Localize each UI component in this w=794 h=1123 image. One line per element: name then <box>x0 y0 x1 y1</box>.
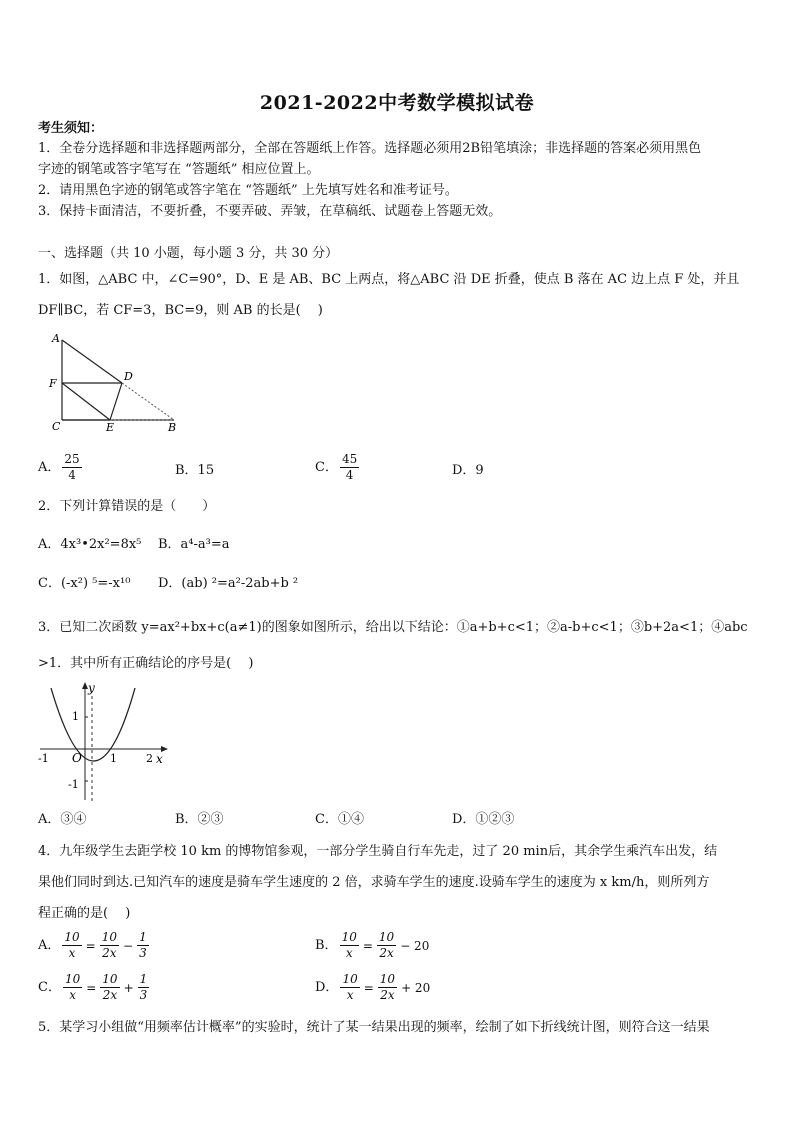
option-label: D． <box>315 979 339 995</box>
q2-stem: 2．下列计算错误的是（ ） <box>38 499 216 514</box>
notice-item-1: 1．全卷分选择题和非选择题两部分，全部在答题纸上作答。选择题必须用2B铅笔填涂；非选择题的答案必须用黑色 <box>38 141 702 156</box>
fraction: $\frac{25}{4}$ <box>64 452 80 482</box>
equation: $\frac{10}{x}$ = $\frac{10}{2x}$ − 20 <box>341 930 430 960</box>
q2-option-c[interactable]: C．(-x²) ⁵=-x¹⁰ <box>38 576 131 591</box>
q4-stem-line1: 4．九年级学生去距学校 10 km 的博物馆参观，一部分学生骑自行车先走，过了 20 min后，其余学生乘汽车出发，结 <box>38 844 718 859</box>
option-label: A． <box>38 937 61 953</box>
option-label: C． <box>315 459 338 475</box>
option-label: A． <box>38 459 61 475</box>
q2-option-a[interactable]: A．4x³•2x²=8x⁵ <box>38 537 142 552</box>
equation: $\frac{10}{x}$ = $\frac{10}{2x}$ − $\frac{1}{3}$ <box>64 930 147 960</box>
origin-label: O <box>72 751 82 765</box>
x-tick-2: 2 <box>146 752 153 765</box>
notice-item-1-cont: 字迹的钢笔或答字笔写在 “答题纸” 相应位置上。 <box>38 162 320 177</box>
page-title: 2021-2022中考数学模拟试卷 <box>259 92 535 114</box>
label-e: E <box>106 421 115 434</box>
y-tick-neg1: -1 <box>68 778 79 791</box>
q3-stem-line1: 3．已知二次函数 y=ax²+bx+c(a≠1)的图象如图所示，给出以下结论：①a+b+c<1；②a-b+c<1；③b+2a<1；④abc <box>38 620 748 635</box>
q2-option-b[interactable]: B．a⁴-a³=a <box>158 537 230 552</box>
equation: $\frac{10}{x}$ = $\frac{10}{2x}$ + $\frac{1}{3}$ <box>64 972 148 1002</box>
q1-stem-line1: 1．如图，△ABC 中，∠C=90°，D、E 是 AB、BC 上两点，将△ABC 沿 DE 折叠，使点 B 落在 AC 边上点 F 处，并且 <box>38 272 740 287</box>
q4-option-d[interactable] <box>315 972 432 1003</box>
label-d: D <box>124 370 133 383</box>
q4-option-a[interactable] <box>38 930 151 961</box>
section-heading: 一、选择题（共 10 小题，每小题 3 分，共 30 分） <box>38 246 339 261</box>
q1-stem-line2: DF∥BC，若 CF=3，BC=9，则 AB 的长是( ) <box>38 303 323 318</box>
q1-option-b[interactable]: B．15 <box>175 463 215 478</box>
q1-option-d[interactable]: D．9 <box>452 463 484 478</box>
q4-option-b[interactable] <box>315 930 431 961</box>
q1-option-c[interactable] <box>315 452 361 483</box>
y-axis-label: y <box>88 681 95 695</box>
label-a: A <box>52 332 60 345</box>
q3-option-a[interactable]: A．③④ <box>38 812 87 827</box>
q3-option-b[interactable]: B．②③ <box>175 812 224 827</box>
q4-stem-line3: 程正确的是( ) <box>38 906 131 921</box>
label-c: C <box>52 420 61 433</box>
q4-option-c[interactable] <box>38 972 151 1003</box>
q1-triangle-figure <box>40 330 190 434</box>
q2-option-d[interactable]: D．(ab) ²=a²-2ab+b ² <box>158 576 299 591</box>
notice-item-2: 2．请用黑色字迹的钢笔或答字笔在 “答题纸” 上先填写姓名和准考证号。 <box>38 183 458 198</box>
q3-option-c[interactable]: C．①④ <box>315 812 364 827</box>
x-axis-label: x <box>156 752 163 766</box>
y-tick-1: 1 <box>72 710 79 723</box>
q3-option-d[interactable]: D．①②③ <box>452 812 515 827</box>
label-b: B <box>168 421 177 434</box>
equation: $\frac{10}{x}$ = $\frac{10}{2x}$ + 20 <box>342 972 431 1002</box>
q3-parabola-graph <box>34 678 174 804</box>
q3-stem-line2: >1．其中所有正确结论的序号是( ) <box>38 656 254 671</box>
notice-heading: 考生须知： <box>38 121 104 136</box>
x-tick-neg1: -1 <box>38 752 49 765</box>
q5-stem-line1: 5．某学习小组做“用频率估计概率”的实验时，统计了某一结果出现的频率，绘制了如下折线统计图，则符合这一结果 <box>38 1020 710 1035</box>
notice-item-3: 3．保持卡面清洁，不要折叠，不要弄破、弄皱，在草稿纸、试题卷上答题无效。 <box>38 204 502 219</box>
option-label: C． <box>38 979 61 995</box>
q1-option-a[interactable] <box>38 452 84 483</box>
option-label: B． <box>315 937 338 953</box>
fraction: $\frac{45}{4}$ <box>341 452 358 482</box>
x-tick-1: 1 <box>110 752 117 765</box>
label-f: F <box>49 377 57 390</box>
q4-stem-line2: 果他们同时到达.已知汽车的速度是骑车学生速度的 2 倍，求骑车学生的速度.设骑车学生的速度为 x km/h，则所列方 <box>38 875 710 890</box>
